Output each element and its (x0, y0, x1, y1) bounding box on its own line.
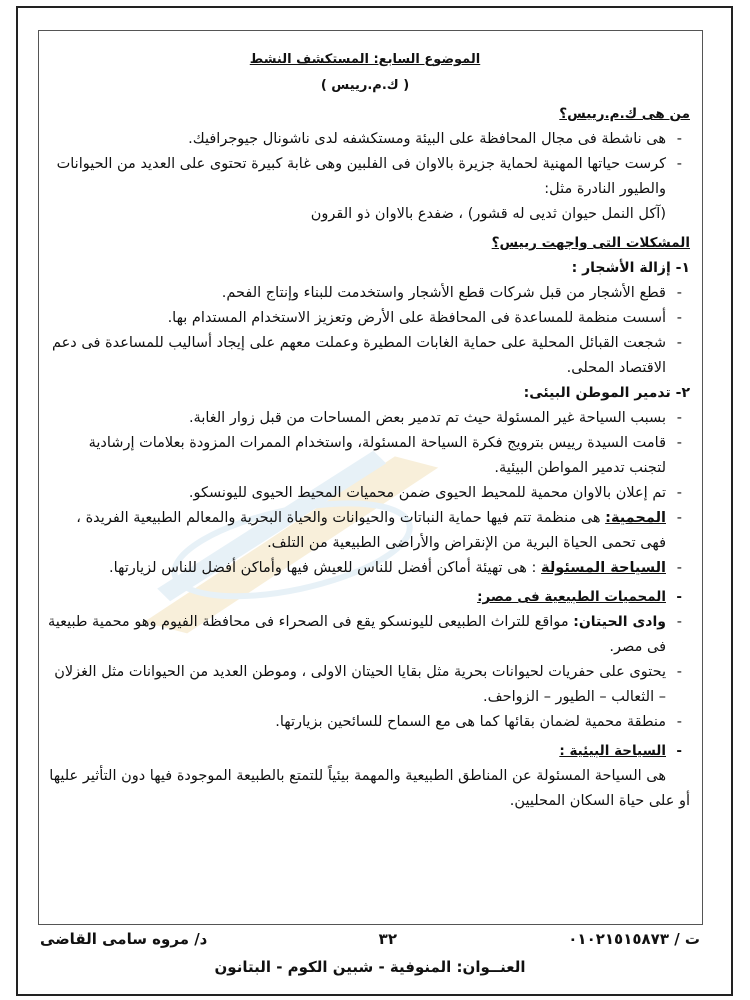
page-title: الموضوع السابع: المستكشف النشط (249, 52, 481, 67)
tourism-term: السياحة المسئولة (541, 560, 666, 576)
egypt-heading: - المحميات الطبيعية فى مصر: (40, 585, 690, 610)
wadi-definition (40, 610, 690, 660)
footer-phone: ت / ٠١٠٢١٥١٥٨٧٣ (568, 930, 700, 948)
eco-heading: - السياحة البيئية : (40, 739, 690, 764)
footer-page-number: ٣٢ (378, 930, 397, 948)
reserve-text: هى منظمة تتم فيها حماية النباتات والحيوانات والحياة البحرية والمعالم الطبيعية الفريدة ، فهى تحمى الحياة البرية من الإنقراض والأراضى الطبيعية من التلف. (76, 510, 666, 551)
problem2-bullet: - قامت السيدة رييس بترويج فكرة السياحة المسئولة، واستخدام الممرات المزودة بعلامات إرشادية لتجنب تدمير المواطن البيئية. (40, 431, 690, 481)
wadi-text: مواقع للتراث الطبيعى لليونسكو يقع فى الصحراء فى محافظة الفيوم وهو محمية طبيعية فى مصر. (48, 614, 666, 655)
document-body (40, 50, 690, 814)
footer-address: العنــوان: المنوفية - شبين الكوم - البتانون (214, 958, 526, 976)
problem1-bullet: - قطع الأشجار من قبل شركات قطع الأشجار واستخدمت للبناء وإنتاج الفحم. (40, 281, 690, 306)
problem2-title: ٢- تدمير الموطن البيئى: (523, 385, 690, 401)
problem2-bullet: - تم إعلان بالاوان محمية للمحيط الحيوى ضمن محميات المحيط الحيوى لليونسكو. (40, 481, 690, 506)
problem1-bullet: - شجعت القبائل المحلية على حماية الغابات المطيرة وعملت معهم على إيجاد أساليب للمساعدة فى دعم الاقتصاد المحلى. (40, 331, 690, 381)
reserve-definition (40, 506, 690, 556)
who-examples: (آكل النمل حيوان ثديى له قشور) ، ضفدع بالاوان ذو القرون (310, 206, 666, 222)
problem1-title: ١- إزالة الأشجار : (571, 260, 690, 276)
who-heading: من هى ك.م.رييس؟ (559, 106, 690, 122)
wadi-term: وادى الحيتان: (573, 614, 666, 630)
reserve-term: المحمية: (605, 510, 666, 526)
problem2-bullet: - بسبب السياحة غير المسئولة حيث تم تدمير بعض المساحات من قبل زوار الغابة. (40, 406, 690, 431)
page-subtitle: ( ك.م.رييس ) (320, 78, 410, 93)
tourism-definition (40, 556, 690, 581)
tourism-text: : هى تهيئة أماكن أفضل للناس للعيش فيها وأماكن أفضل للناس لزيارتها. (108, 560, 537, 576)
who-bullet: - هى ناشطة فى مجال المحافظة على البيئة ومستكشفه لدى ناشونال جيوجرافيك. (40, 127, 690, 152)
footer-author: د/ مروه سامى القاضى (40, 930, 208, 948)
who-bullet: - كرست حياتها المهنية لحماية جزيرة بالاوان فى الفلبين وهى غابة كبيرة تحتوى على العديد من الحيوانات والطيور النادرة مثل: (40, 152, 690, 202)
problem1-bullet: - أسست منظمة للمساعدة فى المحافظة على الأرض وتعزيز الاستخدام المستدام بها. (40, 306, 690, 331)
wadi-bullet: - منطقة محمية لضمان بقائها كما هى مع السماح للسائحين بزيارتها. (40, 710, 690, 735)
problems-heading: المشكلات التى واجهت رييس؟ (491, 235, 690, 251)
footer-contact-row (40, 930, 700, 948)
wadi-bullet: - يحتوى على حفريات لحيوانات بحرية مثل بقايا الحيتان الاولى ، وموطن العديد من الحيوانات مثل الغزلان – الثعالب – الطيور – الزواحف. (40, 660, 690, 710)
eco-definition: هى السياحة المسئولة عن المناطق الطبيعية والمهمة بيئياً للتمتع بالطبيعة الموجودة فيها دون التأثير عليها أو على حياة السكان المحليين. (49, 768, 690, 809)
